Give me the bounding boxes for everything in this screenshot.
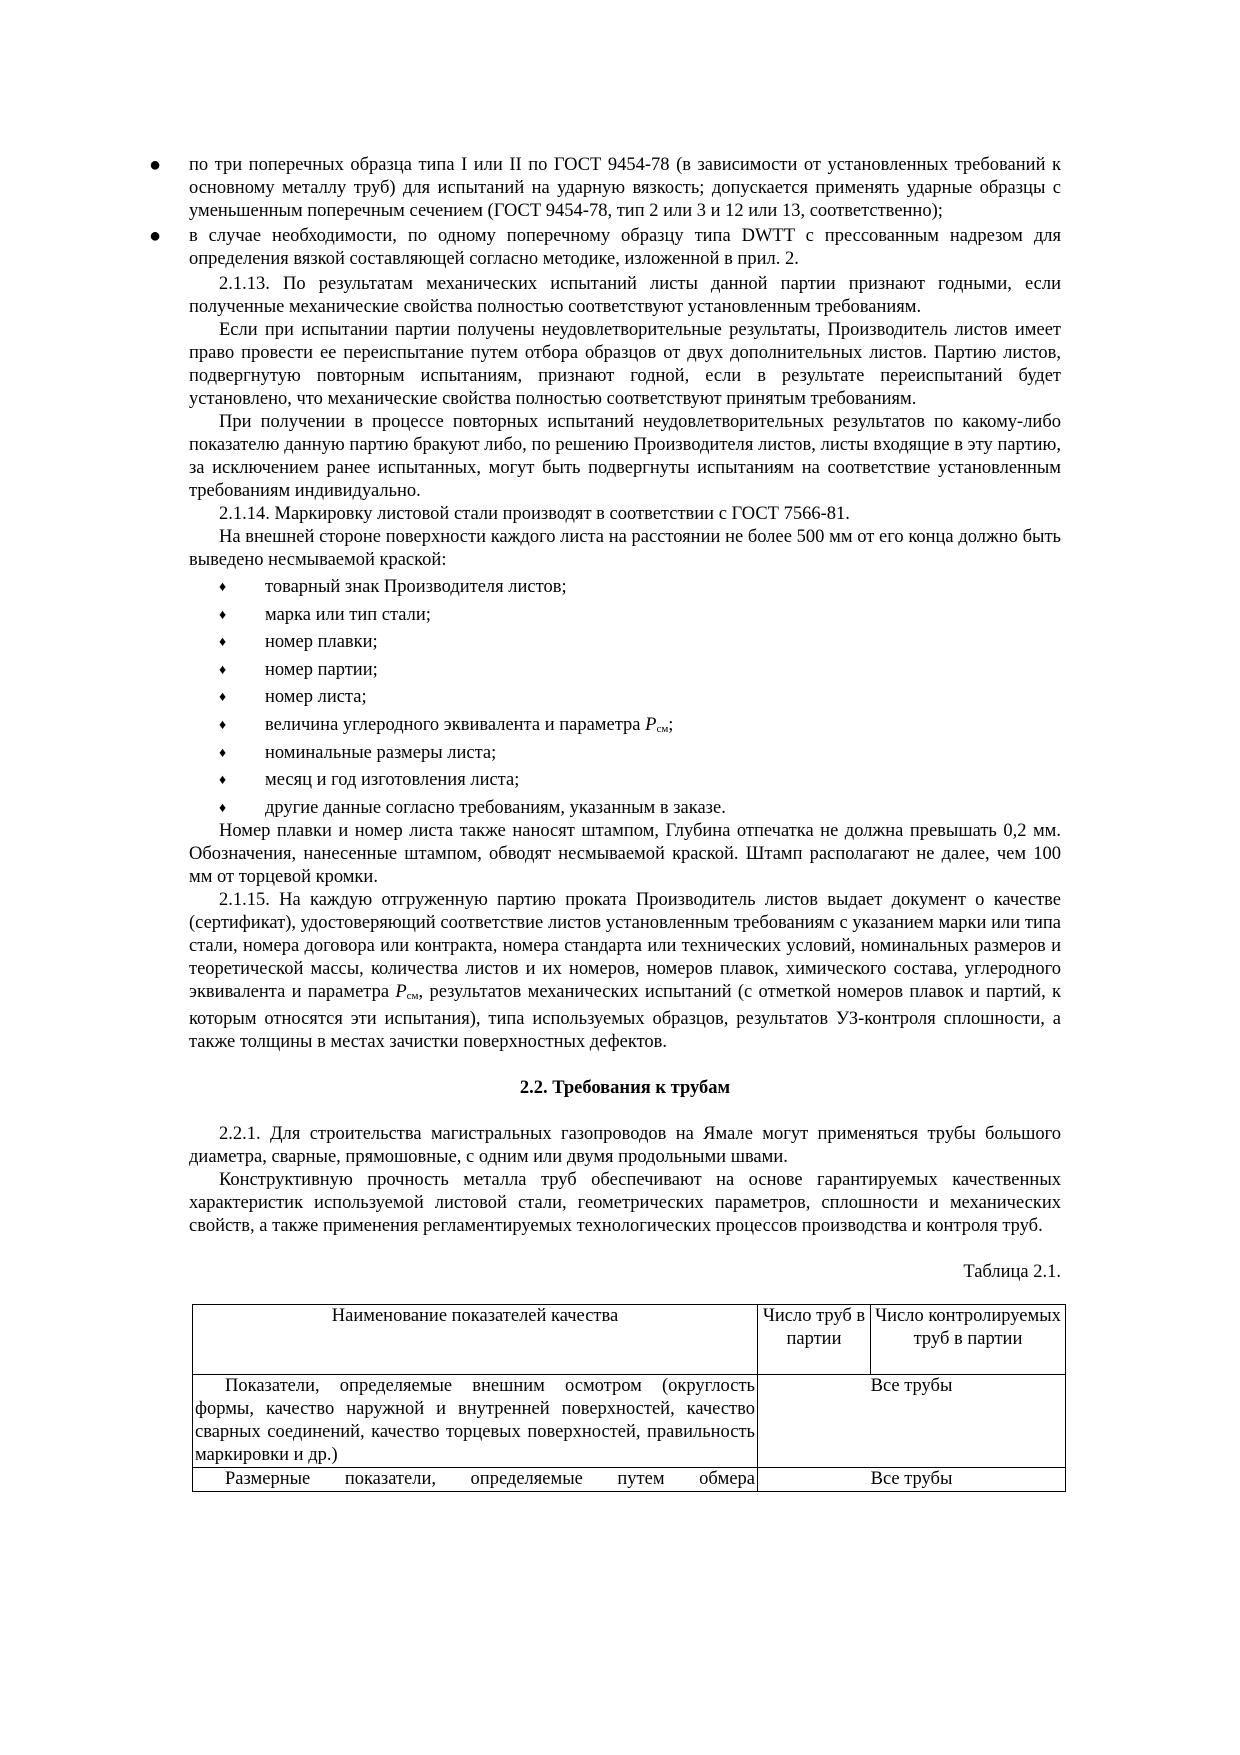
diamond-icon: ♦ (219, 773, 227, 789)
table-cell: Все трубы (758, 1467, 1066, 1491)
header-cell: Наименование показателей качества (193, 1304, 758, 1374)
bullet-icon: ● (149, 225, 162, 247)
symbol-subscript: см (406, 989, 419, 1002)
list-item-text: номинальные размеры листа; (265, 742, 497, 763)
list-item-text: марка или тип стали; (265, 604, 431, 625)
diamond-icon: ♦ (219, 717, 227, 733)
list-item-text: месяц и год изготовления листа; (265, 770, 520, 791)
paragraph-text: , результатов механических испытаний (с отметкой номеров плавок и партий, к которым относятся эти испытания), типа используемых образцов, результатов УЗ-контроля сплошности, а также толщины в местах зачистки поверхностных дефектов. (189, 981, 1061, 1052)
list-item (189, 659, 1061, 687)
list-item-text: другие данные согласно требованиям, указанным в заказе. (265, 797, 726, 818)
list-item (189, 742, 1061, 770)
bullet-text: по три поперечных образца типа I или II по ГОСТ 9454-78 (в зависимости от установленных требований к основному металлу труб) для испытаний на ударную вязкость; допускается применять ударные образцы с уменьшенным поперечным сечением (ГОСТ 9454-78, тип 2 или 3 и 12 или 13, соответственно); (189, 155, 1061, 221)
diamond-icon: ♦ (219, 690, 227, 706)
bullet-item (149, 154, 1061, 223)
section-heading: 2.2. Требования к трубам (519, 1077, 731, 1098)
list-item (189, 769, 1061, 797)
quality-table (192, 1304, 1066, 1492)
list-item-text: номер листа; (265, 687, 367, 708)
list-item-text: величина углеродного эквивалента и параметра (265, 714, 646, 735)
paragraph-retest: Если при испытании партии получены неудовлетворительные результаты, Производитель листов имеет право провести ее переиспытание путем отбора образцов от двух дополнительных листов. Партию листов, подвергнутую повторным испытаниям, признают годной, если в результате переиспытаний будет установлено, что механические свойства полностью соответствуют принятым требованиям. (189, 320, 1061, 409)
paragraph-text: 2.1.15. На каждую отгруженную партию проката Производитель листов выдает документ о качестве (сертификат), удостоверяющий соответствие листов установленным требованиям с указанием марки или типа стали, номера договора или контракта, номера стандарта или технических условий, номинальных размеров и теоретической массы, количества листов и их номеров, номеров плавок, химического состава, углеродного эквивалента и параметра (189, 889, 1061, 1002)
paragraph-strength: Конструктивную прочность металла труб обеспечивают на основе гарантируемых качественных характеристик используемой листовой стали, геометрических параметров, сплошности и механических свойств, а также применения регламентируемых технологических процессов производства и контроля труб. (189, 1169, 1061, 1236)
paragraph-2-2-1: 2.2.1. Для строительства магистральных газопроводов на Ямале могут применяться трубы большого диаметра, сварные, прямошовные, с одним или двумя продольными швами. (189, 1123, 1061, 1167)
table-row (193, 1374, 1066, 1467)
diamond-icon: ♦ (219, 745, 227, 761)
diamond-icon: ♦ (219, 580, 227, 595)
diamond-icon: ♦ (219, 800, 227, 816)
bullet-item (149, 225, 1061, 271)
bullet-icon: ● (149, 154, 162, 176)
table-header-row (193, 1304, 1066, 1374)
symbol-subscript: см (656, 722, 669, 735)
diamond-icon: ♦ (219, 635, 227, 651)
list-item-text: номер плавки; (265, 632, 378, 653)
document-page (149, 154, 1061, 1492)
list-item (189, 797, 1061, 820)
diamond-icon: ♦ (219, 607, 227, 623)
list-item-end: ; (668, 714, 674, 735)
symbol-p: P (645, 714, 657, 735)
paragraph-reject: При получении в процессе повторных испытаний неудовлетворительных результатов по какому-либо показателю данную партию бракуют либо, по решению Производителя листов, листы входящие в эту партию, за исключением ранее испытанных, могут быть подвергнуты испытаниям на соответствие установленным требованиям индивидуально. (189, 412, 1061, 501)
list-item-text: номер партии; (265, 659, 378, 680)
table-cell: Показатели, определяемые внешним осмотром (округлость формы, качество наружной и внутренней поверхностей, качество сварных соединений, качество торцевых поверхностей, правильность маркировки и др.) (193, 1374, 758, 1467)
paragraph-2-1-13: 2.1.13. По результатам механических испытаний листы данной партии признают годными, если полученные механические свойства полностью соответствуют установленным требованиям. (189, 274, 1061, 317)
table-caption: Таблица 2.1. (963, 1261, 1061, 1282)
paragraph-stamp: Номер плавки и номер листа также наносят штампом, Глубина отпечатка не должна превышать 0,2 мм. Обозначения, нанесенные штампом, обводят несмываемой краской. Штамп располагают не далее, чем 100 мм от торцевой кромки. (189, 820, 1061, 887)
table-row (193, 1467, 1066, 1491)
list-item-text: товарный знак Производителя листов; (265, 577, 567, 597)
list-item (189, 631, 1061, 659)
symbol-p: P (395, 981, 407, 1002)
table-cell: Все трубы (758, 1374, 1066, 1467)
header-cell: Число труб в партии (758, 1304, 871, 1374)
list-item (189, 604, 1061, 632)
paragraph-2-1-15 (189, 889, 1061, 1054)
marking-list (189, 576, 1061, 820)
table-cell: Размерные показатели, определяемые путем обмера (193, 1467, 758, 1491)
list-item (189, 714, 1061, 742)
list-item (189, 686, 1061, 714)
bullet-text: в случае необходимости, по одному поперечному образцу типа DWTT с прессованным надрезом для определения вязкой составляющей согласно методике, изложенной в прил. 2. (189, 226, 1061, 269)
list-item (189, 576, 1061, 604)
paragraph-2-1-14: 2.1.14. Маркировку листовой стали производят в соответствии с ГОСТ 7566-81. (219, 504, 850, 524)
paragraph-marking: На внешней стороне поверхности каждого листа на расстоянии не более 500 мм от его конца должно быть выведено несмываемой краской: (189, 527, 1061, 570)
header-cell: Число контролируемых труб в партии (871, 1304, 1066, 1374)
diamond-icon: ♦ (219, 662, 227, 678)
